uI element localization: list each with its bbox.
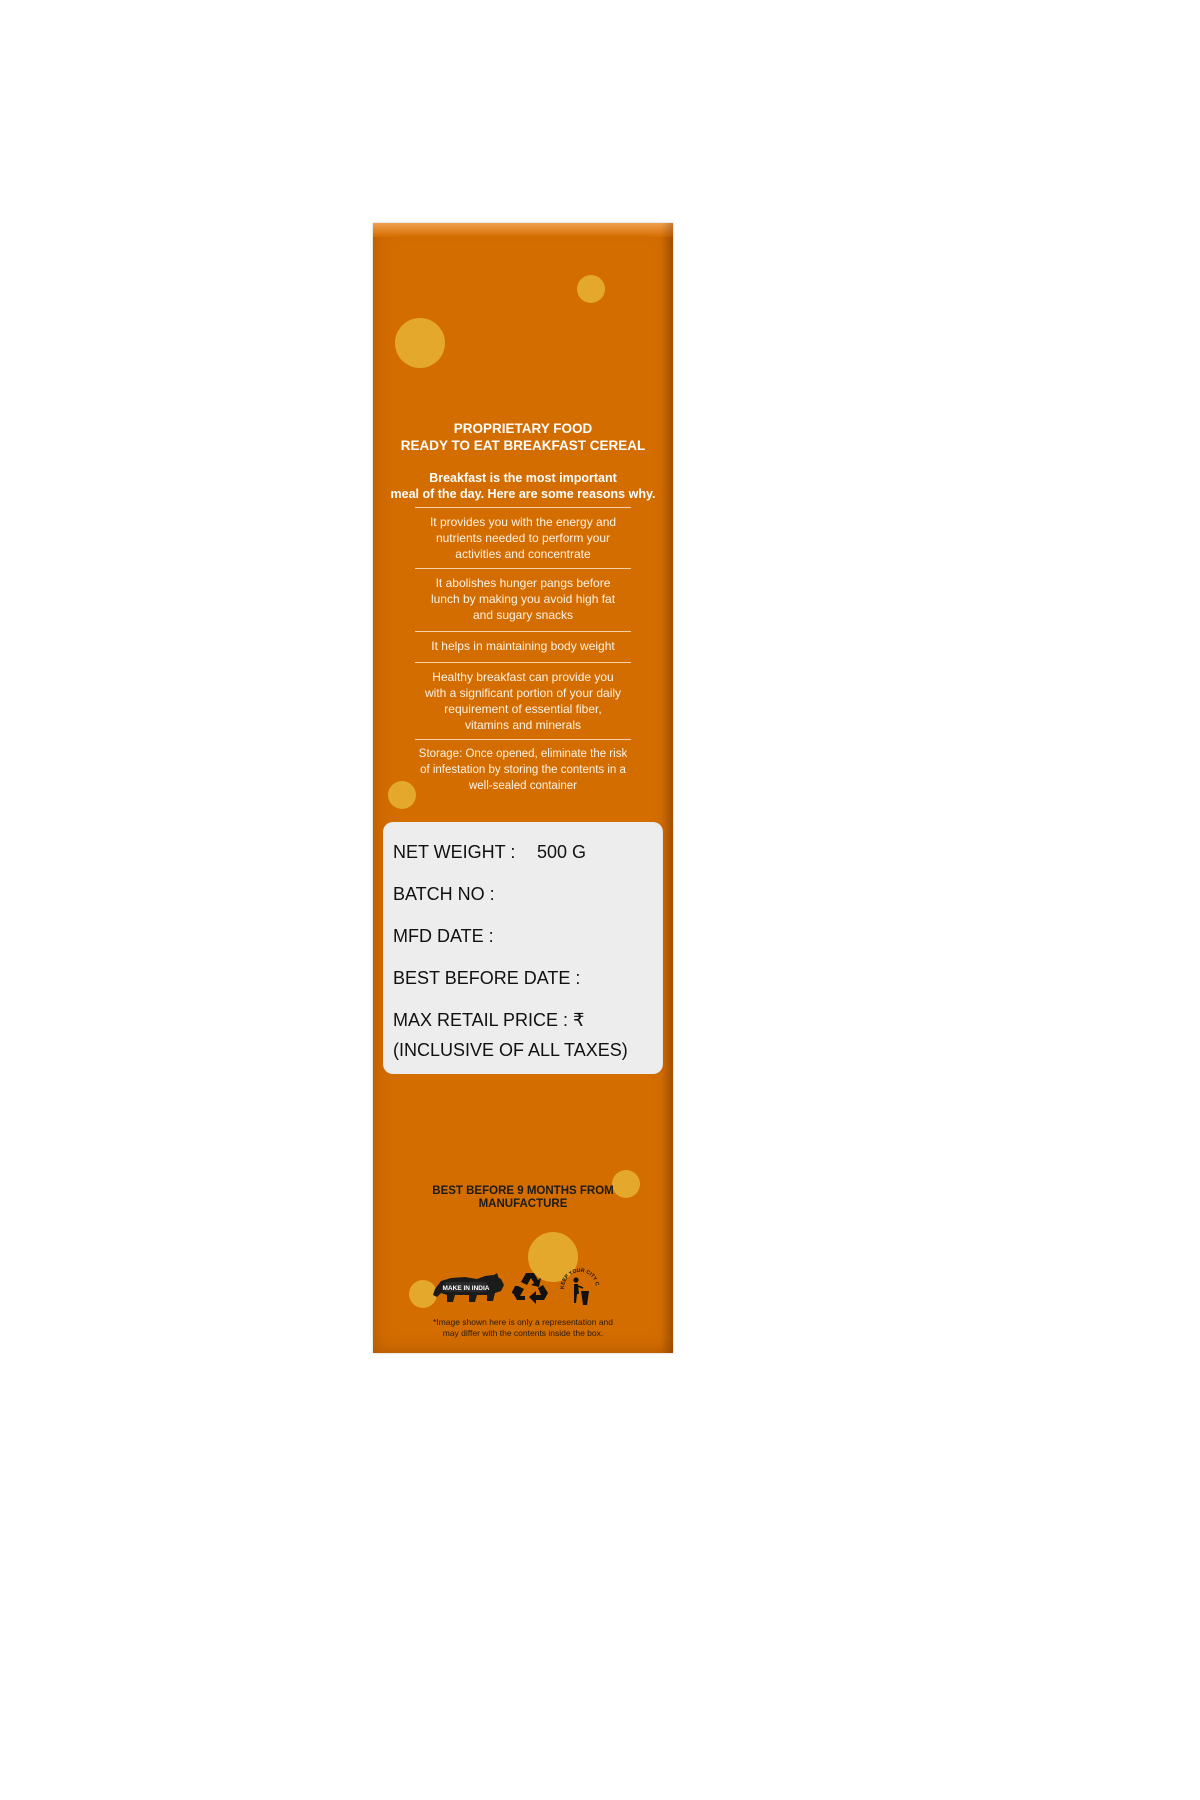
intro-line: Breakfast is the most important — [429, 471, 617, 485]
image-disclaimer — [373, 1317, 673, 1339]
reason-line: nutrients needed to perform your — [435, 531, 611, 545]
best-before-notice — [373, 1185, 673, 1211]
divider — [415, 568, 631, 569]
breakfast-intro — [373, 470, 673, 502]
reason-line: and sugary snacks — [472, 608, 574, 622]
best-before-line: BEST BEFORE 9 MONTHS FROM — [432, 1185, 614, 1197]
taxes-note: (INCLUSIVE OF ALL TAXES) — [393, 1040, 628, 1060]
reason-paragraph — [403, 669, 643, 733]
cereal-box-back-panel — [373, 223, 673, 1353]
reason-line: Healthy breakfast can provide you — [432, 670, 614, 684]
reason-line: It helps in maintaining body weight — [431, 639, 615, 653]
storage-instructions — [403, 746, 643, 794]
reason-line: vitamins and minerals — [464, 718, 582, 732]
reason-line: with a significant portion of your daily — [424, 686, 622, 700]
reason-paragraph — [403, 638, 643, 654]
storage-line: of infestation by storing the contents in a — [420, 764, 626, 776]
reason-paragraph — [403, 575, 643, 623]
reason-line: lunch by making you avoid high fat — [430, 592, 616, 606]
mfd-date-row: MFD DATE : — [393, 926, 494, 946]
heading-line: READY TO EAT BREAKFAST CEREAL — [400, 438, 646, 453]
disclaimer-line: *Image shown here is only a representation and — [432, 1317, 614, 1327]
batch-no-row: BATCH NO : — [393, 884, 495, 904]
divider — [415, 631, 631, 632]
keep-clean-text: KEEP YOUR CITY C — [559, 1267, 600, 1290]
storage-line: well-sealed container — [468, 780, 578, 792]
best-before-line: MANUFACTURE — [478, 1198, 568, 1210]
net-weight-row — [393, 841, 587, 863]
reason-line: It abolishes hunger pangs before — [435, 576, 611, 590]
make-in-india-text: MAKE IN INDIA — [442, 1285, 490, 1292]
logo-strip — [373, 1263, 673, 1313]
mrp-row: MAX RETAIL PRICE : ₹ — [393, 1010, 585, 1030]
dustbin-person-icon — [556, 1263, 604, 1311]
reason-line: It provides you with the energy and — [429, 515, 617, 529]
divider — [415, 662, 631, 663]
decorative-dot — [395, 318, 445, 368]
lion-icon — [431, 1271, 507, 1305]
net-weight-value: 500 G — [537, 842, 587, 862]
disclaimer-line: may differ with the contents inside the box. — [442, 1328, 604, 1338]
reason-line: activities and concentrate — [455, 547, 591, 561]
reason-paragraph — [403, 514, 643, 562]
net-weight-label: NET WEIGHT : — [393, 842, 516, 862]
decorative-dot — [577, 275, 605, 303]
recycle-icon — [512, 1269, 552, 1305]
divider — [415, 739, 631, 740]
heading-line: PROPRIETARY FOOD — [453, 421, 593, 436]
product-category-heading — [373, 420, 673, 454]
storage-line: Storage: Once opened, eliminate the risk — [418, 748, 628, 760]
product-info-label — [383, 822, 663, 1074]
reason-line: requirement of essential fiber, — [444, 702, 602, 716]
intro-line: meal of the day. Here are some reasons why. — [390, 487, 656, 501]
divider — [415, 507, 631, 508]
best-before-date-row: BEST BEFORE DATE : — [393, 968, 581, 988]
